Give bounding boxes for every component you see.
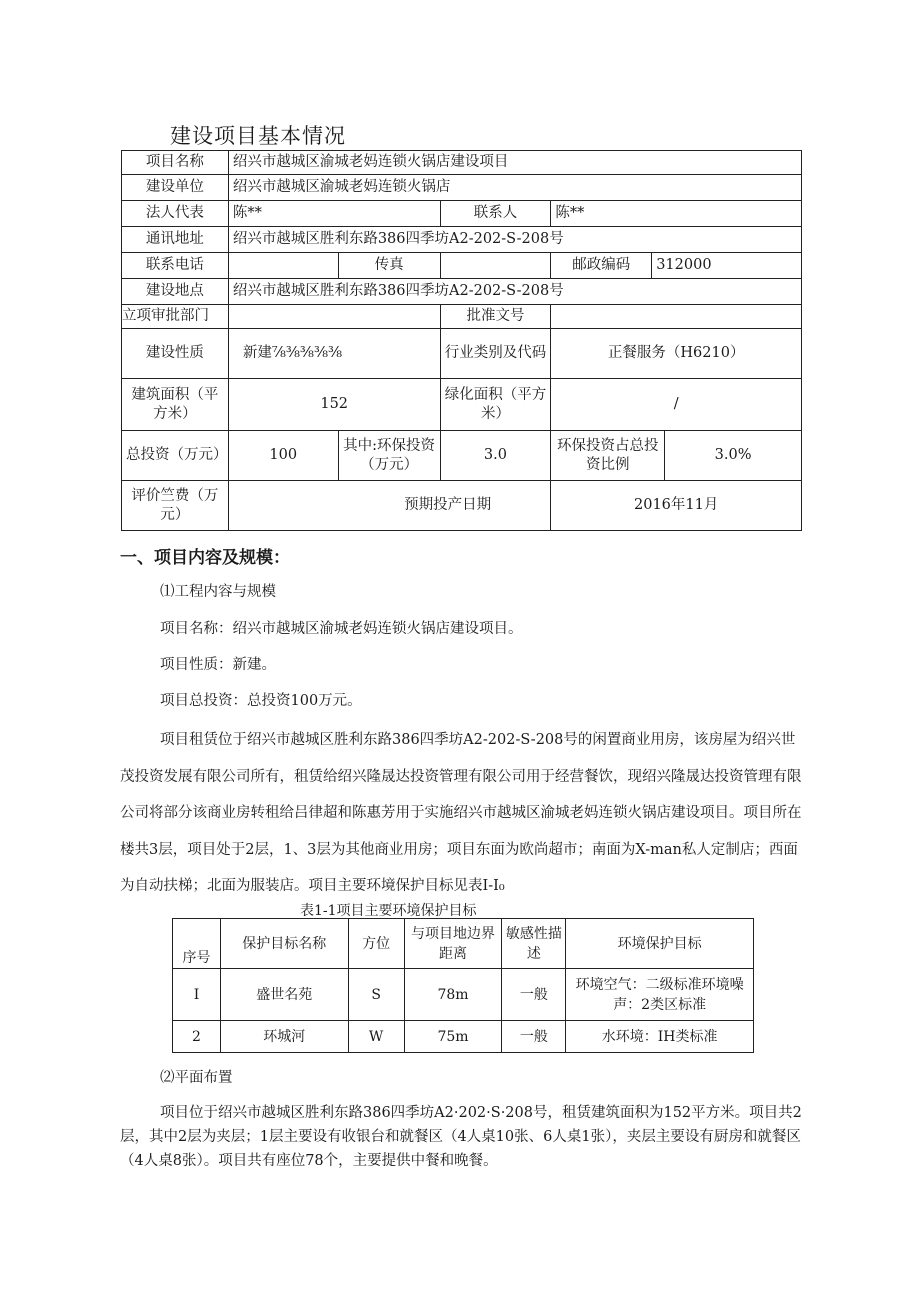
env-header-sensitivity: 敏感性描述 [502, 919, 566, 969]
value-builder: 绍兴市越城区渝城老妈连锁火锅店 [228, 175, 801, 201]
label-nature: 建设性质 [122, 329, 229, 379]
label-phone: 联系电话 [122, 253, 229, 279]
env-header-no: 序号 [173, 919, 221, 969]
env-cell: I [173, 969, 221, 1021]
value-project-name: 绍兴市越城区渝城老妈连锁火锅店建设项目 [228, 151, 801, 175]
label-site: 建设地点 [122, 279, 229, 305]
label-builder: 建设单位 [122, 175, 229, 201]
page-title: 建设项目基本情况 [170, 124, 346, 148]
label-env-invest: 其中:环保投资（万元） [338, 431, 440, 481]
label-contact: 联系人 [440, 201, 551, 227]
label-building-area: 建筑面积（平方米） [122, 379, 229, 431]
env-cell: S [348, 969, 404, 1021]
env-target-table [172, 918, 754, 1053]
para-project-name: 项目名称：绍兴市越城区渝城老妈连锁火锅店建设项目。 [160, 621, 523, 637]
env-header-direction: 方位 [348, 919, 404, 969]
value-production-date: 2016年11月 [551, 481, 802, 531]
env-cell: 78m [404, 969, 502, 1021]
value-approval-no [551, 305, 802, 329]
label-industry: 行业类别及代码 [440, 329, 551, 379]
subheading-scope: ⑴工程内容与规模 [160, 584, 276, 600]
table-row [173, 969, 754, 1021]
value-total-invest: 100 [228, 431, 338, 481]
env-cell: 水环境：IH类标准 [566, 1021, 754, 1053]
env-header-goal: 环境保护目标 [566, 919, 754, 969]
label-total-invest: 总投资（万元） [122, 431, 229, 481]
env-cell: 环城河 [220, 1021, 348, 1053]
table-row [173, 1021, 754, 1053]
label-project-name: 项目名称 [122, 151, 229, 175]
env-header-distance: 与项目地边界距离 [404, 919, 502, 969]
para-location: 项目租赁位于绍兴市越城区胜利东路386四季坊A2-202-S-208号的闲置商业用房，该房屋为绍兴世茂投资发展有限公司所有，租赁给绍兴隆晟达投资管理有限公司用于经营餐饮，现绍兴隆晟达投资管理有限公司将部分该商业房转租给吕律超和陈惠芳用于实施绍兴市越城区渝城老妈连锁火锅店建设项目。项目所在楼共3层，项目处于2层，1、3层为其他商业用房；项目东面为欧尚超市；南面为X-man私人定制店；西面为自动扶梯；北面为服装店。项目主要环境保护目标见表I-I₀ [120, 732, 802, 894]
para-project-nature: 项目性质：新建。 [160, 657, 276, 673]
env-header-target: 保护目标名称 [220, 919, 348, 969]
value-env-ratio: 3.0% [665, 431, 802, 481]
value-postcode: 312000 [652, 253, 802, 279]
subheading-layout: ⑵平面布置 [160, 1070, 233, 1086]
label-postcode: 邮政编码 [551, 253, 652, 279]
value-legal-rep: 陈** [228, 201, 440, 227]
label-green-area: 绿化面积（平方米） [440, 379, 551, 431]
para-total-invest: 项目总投资：总投资100万元。 [160, 693, 362, 709]
value-industry: 正餐服务（H6210） [551, 329, 802, 379]
value-nature: 新建⅞⅜⅜⅜⅜ [228, 329, 440, 379]
value-approval-dept [228, 305, 440, 329]
label-eval-fee: 评价竺费（万元） [122, 481, 229, 531]
env-cell: 一般 [502, 969, 566, 1021]
label-fax: 传真 [338, 253, 440, 279]
section-heading: 一、项目内容及规模： [120, 548, 290, 568]
value-contact: 陈** [551, 201, 802, 227]
label-legal-rep: 法人代表 [122, 201, 229, 227]
value-site: 绍兴市越城区胜利东路386四季坊A2-202-S-208号 [228, 279, 801, 305]
value-fax [440, 253, 551, 279]
project-info-table [121, 150, 802, 531]
value-address: 绍兴市越城区胜利东路386四季坊A2-202-S-208号 [228, 227, 801, 253]
env-cell: 75m [404, 1021, 502, 1053]
label-env-ratio: 环保投资占总投资比例 [551, 431, 665, 481]
label-approval-dept: 立项审批部门 [122, 305, 229, 329]
env-cell: 2 [173, 1021, 221, 1053]
para-layout: 项目位于绍兴市越城区胜利东路386四季坊A2·202·S·208号，租赁建筑面积为152平方米。项目共2层，其中2层为夹层；1层主要设有收银台和就餐区（4人桌10张、6人桌1张），夹层主要设有厨房和就餐区（4人桌8张）。项目共有座位78个，主要提供中餐和晚餐。 [120, 1105, 802, 1169]
env-cell: 环境空气：二级标准环境噪声：2类区标准 [566, 969, 754, 1021]
env-cell: 一般 [502, 1021, 566, 1053]
value-green-area: / [551, 379, 802, 431]
label-address: 通讯地址 [122, 227, 229, 253]
env-cell: W [348, 1021, 404, 1053]
label-production-date: 预期投产日期 [228, 481, 551, 531]
env-cell: 盛世名苑 [220, 969, 348, 1021]
value-env-invest: 3.0 [440, 431, 551, 481]
value-building-area: 152 [228, 379, 440, 431]
value-phone [228, 253, 338, 279]
label-approval-no: 批准文号 [440, 305, 551, 329]
table-caption: 表1-1项目主要环境保护目标 [300, 903, 477, 919]
